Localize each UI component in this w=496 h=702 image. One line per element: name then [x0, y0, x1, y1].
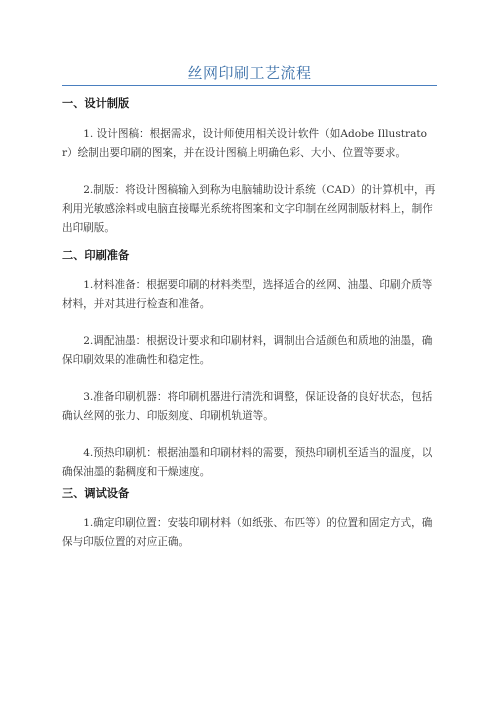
paragraph: 1.材料准备：根据要印刷的材料类型，选择适合的丝网、油墨、印刷介质等材料，并对其进行检查和准备。	[62, 279, 433, 310]
paragraph: 4.预热印刷机：根据油墨和印刷材料的需要，预热印刷机至适当的温度，以确保油墨的黏稠度和干燥速度。	[62, 447, 433, 478]
section-heading: 二、印刷准备	[62, 249, 130, 262]
paragraph: 3.准备印刷机器：将印刷机器进行清洗和调整，保证设备的良好状态，包括确认丝网的张力、印版刻度、印刷机轨道等。	[62, 391, 433, 422]
section-heading: 三、调试设备	[62, 487, 130, 500]
paragraph: 1. 设计图稿：根据需求，设计师使用相关设计软件（如Adobe Illustrator）绘制出要印刷的图案，并在设计图稿上明确色彩、大小、位置等要求。	[62, 128, 428, 159]
document-title: 丝网印刷工艺流程	[187, 64, 312, 82]
paragraph: 1.确定印刷位置：安装印刷材料（如纸张、布匹等）的位置和固定方式，确保与印版位置的对应正确。	[62, 517, 433, 548]
title-divider	[62, 85, 437, 86]
section-heading: 一、设计制版	[62, 97, 130, 110]
paragraph: 2.调配油墨：根据设计要求和印刷材料，调制出合适颜色和质地的油墨，确保印刷效果的准确性和稳定性。	[62, 335, 433, 366]
paragraph: 2.制版：将设计图稿输入到称为电脑辅助设计系统（CAD）的计算机中，再利用光敏感涂料或电脑直接曝光系统将图案和文字印制在丝网制版材料上，制作出印刷版。	[62, 184, 436, 234]
